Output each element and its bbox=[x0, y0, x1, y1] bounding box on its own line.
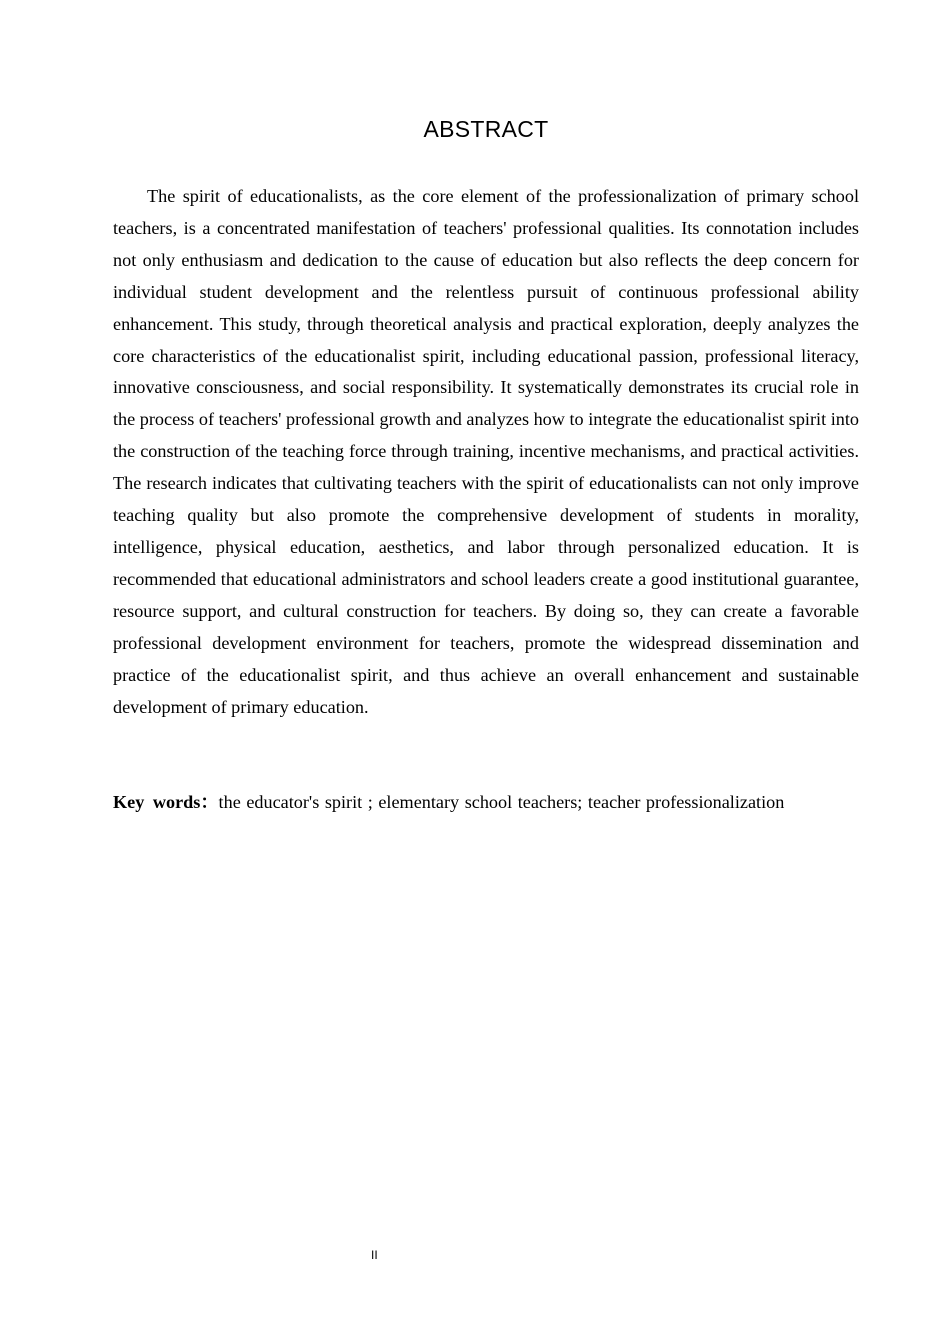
keywords-label: Key words： bbox=[113, 792, 219, 812]
page-number: II bbox=[371, 1248, 378, 1262]
keywords-line bbox=[113, 787, 873, 819]
abstract-title: ABSTRACT bbox=[423, 116, 549, 142]
abstract-paragraph: The spirit of educationalists, as the core element of the professionalization of primary school teachers, is a concentrated manifestation of teachers' professional qualities. Its connotation includes not only enthusiasm and dedication to the cause of education but also reflects the deep concern for individual student development and the relentless pursuit of continuous professional ability enhancement. This study, through theoretical analysis and practical exploration, deeply analyzes the core characteristics of the educationalist spirit, including educational passion, professional literacy, innovative consciousness, and social responsibility. It systematically demonstrates its crucial role in the process of teachers' professional growth and analyzes how to integrate the educationalist spirit into the construction of the teaching force through training, incentive mechanisms, and practical activities. The research indicates that cultivating teachers with the spirit of educationalists can not only improve teaching quality but also promote the comprehensive development of students in morality, intelligence, physical education, aesthetics, and labor through personalized education. It is recommended that educational administrators and school leaders create a good institutional guarantee, resource support, and cultural construction for teachers. By doing so, they can create a favorable professional development environment for teachers, promote the widespread dissemination and practice of the educationalist spirit, and thus achieve an overall enhancement and sustainable development of primary education. bbox=[113, 186, 859, 717]
keywords-values: the educator's spirit ; elementary school teachers; teacher professionalization bbox=[218, 792, 785, 812]
